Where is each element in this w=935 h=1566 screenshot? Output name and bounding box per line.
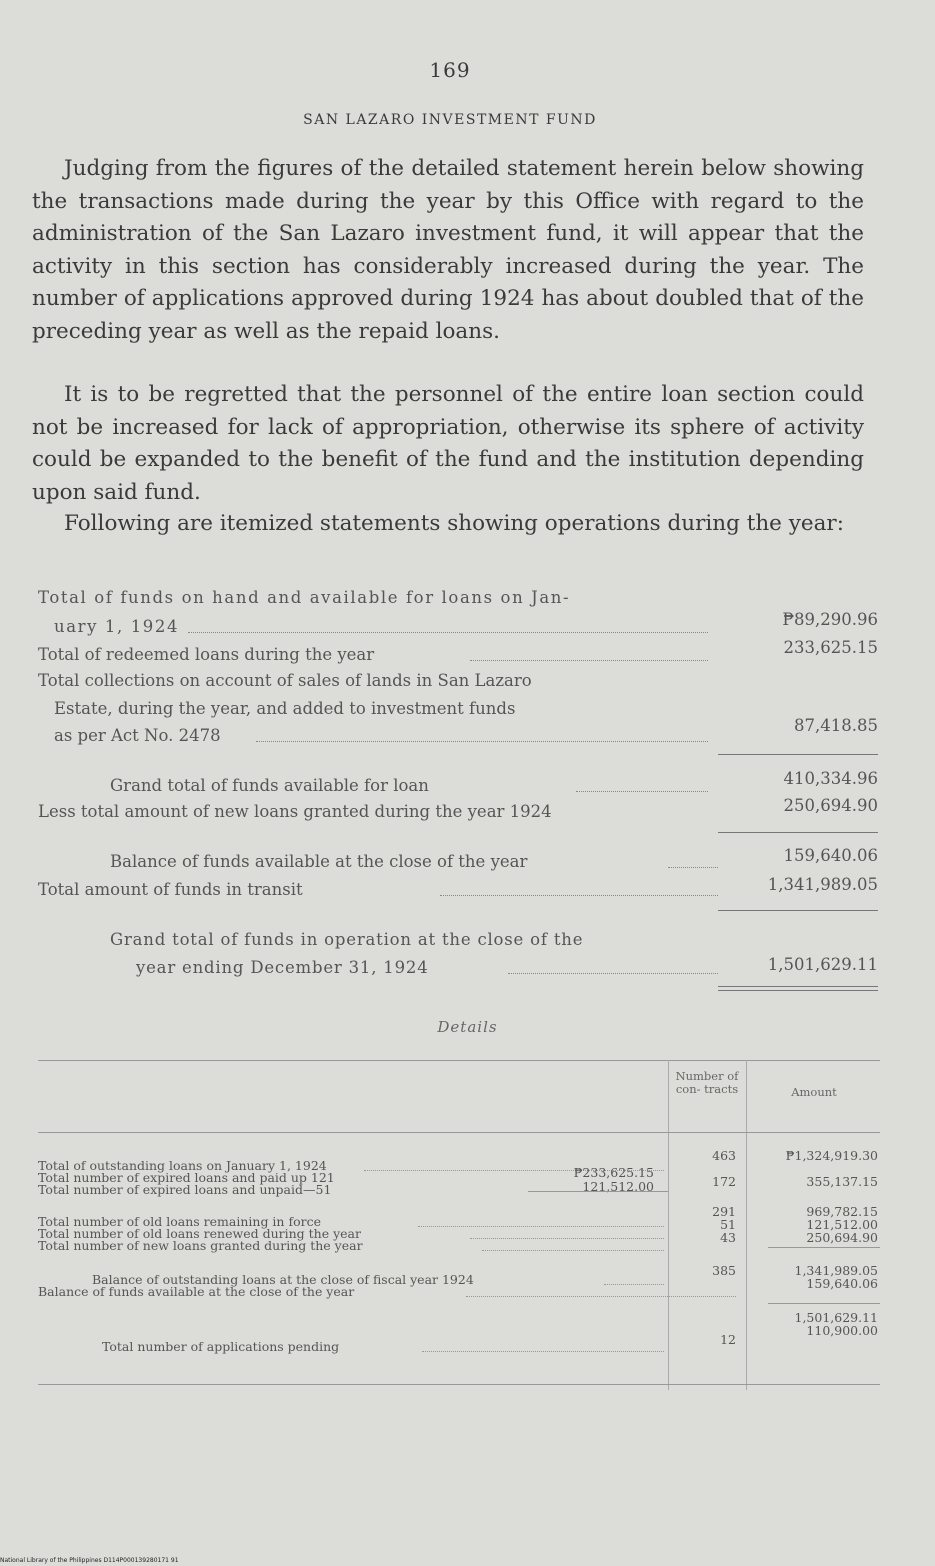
leader-dots bbox=[466, 1296, 736, 1297]
leader-dots bbox=[604, 1284, 664, 1285]
table-top-rule bbox=[38, 1060, 880, 1061]
stmt-line-1a: Total of funds on hand and available for loans on Jan- bbox=[38, 588, 571, 607]
stmt-amount-3: 87,418.85 bbox=[794, 716, 878, 735]
table-row-amount: 1,501,629.11 bbox=[794, 1310, 878, 1325]
paragraph-1: Judging from the figures of the detailed statement herein below showing the transactions made during the year by this Office with regard to the administration of the San Lazaro investment fund, it will appear that the activity in this section has considerably increased during the year. The number of applications approved during 1924 has about doubled that of the preceding year as well as the repaid loans. bbox=[32, 156, 864, 344]
table-row-count: 291 bbox=[712, 1204, 736, 1219]
stmt-amount-4: 410,334.96 bbox=[783, 769, 878, 788]
stmt-amount-8: 1,501,629.11 bbox=[767, 955, 878, 974]
leader-dots bbox=[576, 791, 708, 792]
table-row-count: 385 bbox=[712, 1263, 736, 1278]
table-row-amount: ₱1,324,919.30 bbox=[785, 1148, 878, 1163]
table-row-label: Total number of applications pending bbox=[102, 1339, 340, 1354]
funds-statement bbox=[38, 588, 878, 1008]
scan-footer: National Library of the Philippines D114P000139280171 91 bbox=[0, 1557, 179, 1564]
table-row-label: Balance of outstanding loans at the close of fiscal year 1924 bbox=[92, 1272, 474, 1287]
details-table bbox=[38, 1060, 880, 1390]
table-row-count: 43 bbox=[720, 1230, 736, 1245]
table-row-label: Total number of expired loans and paid up 121 bbox=[38, 1170, 335, 1185]
sub-rule bbox=[528, 1191, 668, 1192]
page-number: 169 bbox=[429, 58, 471, 82]
stmt-amount-6: 159,640.06 bbox=[783, 846, 878, 865]
column-rule bbox=[746, 1060, 747, 1390]
double-rule bbox=[718, 986, 878, 987]
table-row-label: Total number of expired loans and unpaid—51 bbox=[38, 1182, 332, 1197]
stmt-line-6: Balance of funds available at the close of the year bbox=[110, 852, 528, 871]
table-row-label: Total number of old loans remaining in force bbox=[38, 1214, 321, 1229]
leader-dots bbox=[470, 660, 708, 661]
stmt-line-5: Less total amount of new loans granted during the year 1924 bbox=[38, 802, 552, 821]
table-row-amount: 1,341,989.05 bbox=[794, 1263, 878, 1278]
leader-dots bbox=[188, 632, 708, 633]
table-row-amount: 159,640.06 bbox=[806, 1276, 878, 1291]
stmt-line-3b: Estate, during the year, and added to investment funds bbox=[54, 699, 516, 718]
table-row-subamount: ₱233,625.15 bbox=[573, 1165, 654, 1180]
stmt-line-3c: as per Act No. 2478 bbox=[54, 726, 221, 745]
table-row-label: Total number of new loans granted during the year bbox=[38, 1238, 363, 1253]
table-row-amount: 110,900.00 bbox=[806, 1323, 878, 1338]
stmt-amount-5: 250,694.90 bbox=[783, 796, 878, 815]
details-title: Details bbox=[437, 1018, 498, 1036]
table-row-label: Total of outstanding loans on January 1, 1924 bbox=[38, 1158, 327, 1173]
table-row-count: 51 bbox=[720, 1217, 736, 1232]
section-heading: SAN LAZARO INVESTMENT FUND bbox=[303, 112, 597, 128]
stmt-amount-2: 233,625.15 bbox=[783, 638, 878, 657]
col-header-amount: Amount bbox=[791, 1085, 837, 1099]
leader-dots bbox=[422, 1351, 664, 1352]
sum-rule bbox=[718, 832, 878, 833]
stmt-line-1b: uary 1, 1924 bbox=[54, 617, 180, 636]
stmt-amount-7: 1,341,989.05 bbox=[767, 875, 878, 894]
leader-dots bbox=[256, 741, 708, 742]
stmt-line-8a: Grand total of funds in operation at the close of the bbox=[110, 930, 584, 949]
stmt-line-3a: Total collections on account of sales of lands in San Lazaro bbox=[38, 671, 532, 690]
leader-dots bbox=[668, 867, 718, 868]
sum-rule bbox=[718, 910, 878, 911]
leader-dots bbox=[482, 1250, 664, 1251]
leader-dots bbox=[508, 973, 718, 974]
column-rule bbox=[668, 1060, 669, 1390]
table-bottom-rule bbox=[38, 1384, 880, 1385]
stmt-line-4: Grand total of funds available for loan bbox=[110, 776, 429, 795]
sum-rule bbox=[718, 754, 878, 755]
stmt-line-7: Total amount of funds in transit bbox=[38, 880, 303, 899]
stmt-line-2: Total of redeemed loans during the year bbox=[38, 645, 375, 664]
table-row-count: 463 bbox=[712, 1148, 736, 1163]
sum-rule bbox=[768, 1247, 880, 1248]
table-row-label: Total number of old loans renewed during the year bbox=[38, 1226, 361, 1241]
paragraph-2: It is to be regretted that the personnel of the entire loan section could not be increased for lack of appropriation, otherwise its sphere of activity could be expanded to the benefit of the fund and the institution depending upon said fund. bbox=[32, 382, 864, 505]
leader-dots bbox=[470, 1238, 664, 1239]
col-header-number: Number of con- tracts bbox=[675, 1069, 739, 1096]
header-rule bbox=[38, 1132, 880, 1133]
table-row-amount: 121,512.00 bbox=[806, 1217, 878, 1232]
double-rule bbox=[718, 990, 878, 991]
table-row-amount: 969,782.15 bbox=[806, 1204, 878, 1219]
table-row-count: 12 bbox=[720, 1332, 736, 1347]
table-row-subamount: 121,512.00 bbox=[582, 1179, 654, 1194]
table-row-amount: 250,694.90 bbox=[806, 1230, 878, 1245]
sum-rule bbox=[768, 1303, 880, 1304]
table-row-count: 172 bbox=[712, 1174, 736, 1189]
leader-dots bbox=[440, 895, 718, 896]
stmt-line-8b: year ending December 31, 1924 bbox=[136, 958, 429, 977]
table-row-amount: 355,137.15 bbox=[806, 1174, 878, 1189]
stmt-amount-1: ₱89,290.96 bbox=[782, 610, 878, 629]
paragraph-3: Following are itemized statements showing operations during the year: bbox=[64, 511, 844, 536]
table-row-label: Balance of funds available at the close of the year bbox=[38, 1284, 355, 1299]
leader-dots bbox=[418, 1226, 664, 1227]
